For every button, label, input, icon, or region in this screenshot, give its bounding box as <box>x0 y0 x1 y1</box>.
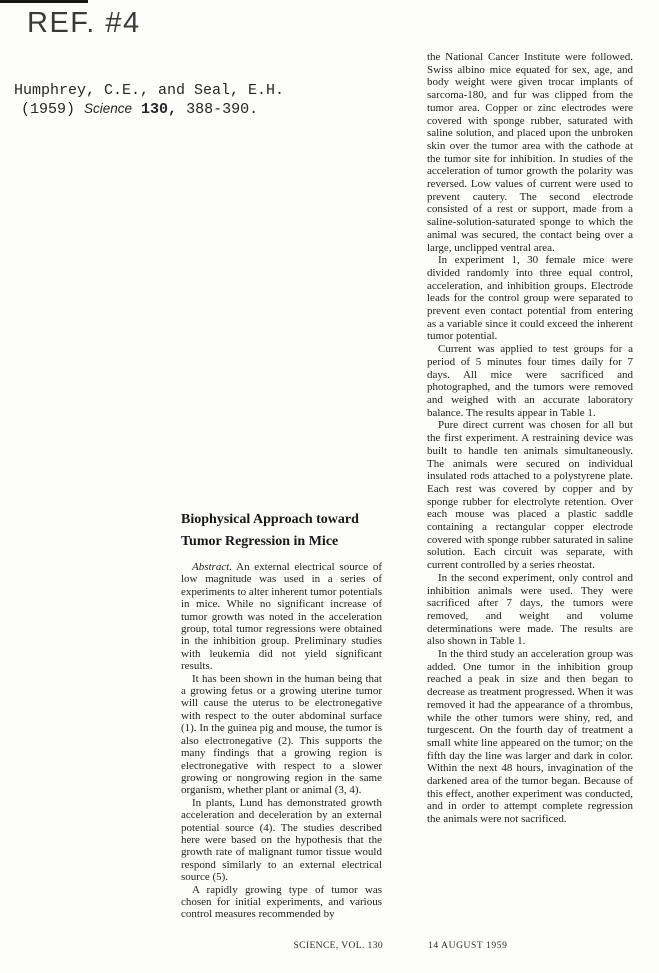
paragraph: In experiment 1, 30 female mice were divided randomly into three equal control, acceleration, and inhibition groups. Electrode leads for the control group were separated to prevent even contact potential from entering as a variable since it could exceed the inherent tumor potential. <box>427 254 633 343</box>
reference-annotation: REF. #4 <box>27 7 141 39</box>
paragraph: the National Cancer Institute were followed. Swiss albino mice equated for sex, age, and body weight were given trocar implants of sarcoma-180, and fur was clipped from the tumor area. Copper or zinc electrodes were covered with sponge rubber, saturated with saline solution, and placed upon the unbroken skin over the tumor area with the cathode at the tumor site for inhibition. In studies of the acceleration of tumor growth the polarity was reversed. Low values of current were used to prevent cautery. The second electrode consisted of a rest or support, made from a saline-solution-saturated sponge to which the animal was secured, the contact being over a large, unclipped ventral area. <box>427 51 633 254</box>
citation-volume: 130, <box>132 101 178 118</box>
paragraph: In the third study an acceleration group was added. One tumor in the inhibition group reached a peak in size and then began to decrease as treatment progressed. When it was removed it had the appearance of a thrombus, while the other tumors were shiny, red, and turgescent. On the fourth day of treatment a small white line appeared on the tumor; on the fifth day the line was larger and dark in color. Within the next 48 hours, invagination of the darkened area of the tumor began. Because of this effect, another experiment was conducted, and in order to attempt complete regression the animals were not sacrificed. <box>427 648 633 826</box>
paragraph: In plants, Lund has demonstrated growth acceleration and deceleration by an external potential source (4). The studies described here were based on the hypothesis that the growth rate of malignant tumor tissue would respond similarly to an external electrical source (5). <box>181 796 382 884</box>
paragraph: It has been shown in the human being that a growing fetus or a growing uterine tumor will cause the uterus to be electronegative with respect to the outer abdominal surface (1). In the guinea pig and mouse, the tumor is also electronegative (2). This supports the many findings that a growing region is electronegative with respect to a slower growing or nongrowing region in the same organism, whether plant or animal (3, 4). <box>181 672 382 797</box>
citation-block <box>14 82 284 119</box>
citation-authors: Humphrey, C.E., and Seal, E.H. <box>14 82 285 99</box>
left-column-body <box>181 673 382 921</box>
article-title-line2: Tumor Regression in Mice <box>181 534 339 549</box>
abstract-label: Abstract. <box>192 561 233 573</box>
paragraph: Current was applied to test groups for a period of 5 minutes four times daily for 7 days. All mice were sacrificed and photographed, and the tumors were removed and weighed with an accurate laboratory balance. The results appear in Table 1. <box>427 343 633 419</box>
citation-source <box>14 100 284 119</box>
article-title <box>181 509 382 553</box>
left-column <box>181 509 382 921</box>
journal-footer-volume: SCIENCE, VOL. 130 <box>293 941 383 951</box>
citation-journal-name: Science <box>84 101 133 116</box>
paragraph: In the second experiment, only control and inhibition animals were used. They were sacrificed after 7 days, the tumors were removed, and weight and volume determinations were made. The results are also shown in Table 1. <box>427 571 633 648</box>
abstract-text: An external electrical source of low magnitude was used in a series of experiments to alter inherent tumor potentials in mice. While no significant increase of tumor growth was noted in the acceleration group, total tumor regressions were obtained in the inhibition group. Preliminary studies with leukemia did not yield significant results. <box>181 561 382 673</box>
paragraph: A rapidly growing type of tumor was chosen for initial experiments, and various control measures recommended by <box>181 883 382 921</box>
right-column <box>427 51 633 826</box>
article-title-line1: Biophysical Approach toward <box>181 512 359 527</box>
journal-footer-date: 14 AUGUST 1959 <box>428 941 508 951</box>
abstract <box>181 561 382 673</box>
citation-year: (1959) <box>21 101 85 118</box>
citation-pages: 388-390. <box>177 101 259 118</box>
scan-artifact-bar <box>0 0 88 3</box>
paragraph: Pure direct current was chosen for all but the first experiment. A restraining device was built to handle ten animals simultaneously. The animals were secured on individual insulated rods attached to a polystyrene plate. Each rest was covered by copper and by sponge rubber for electrolyte retention. Over each mouse was placed a plastic saddle containing a rectangular copper electrode covered with sponge rubber saturated in saline solution. Each circuit was separate, with current controlled by a series rheostat. <box>427 419 633 572</box>
